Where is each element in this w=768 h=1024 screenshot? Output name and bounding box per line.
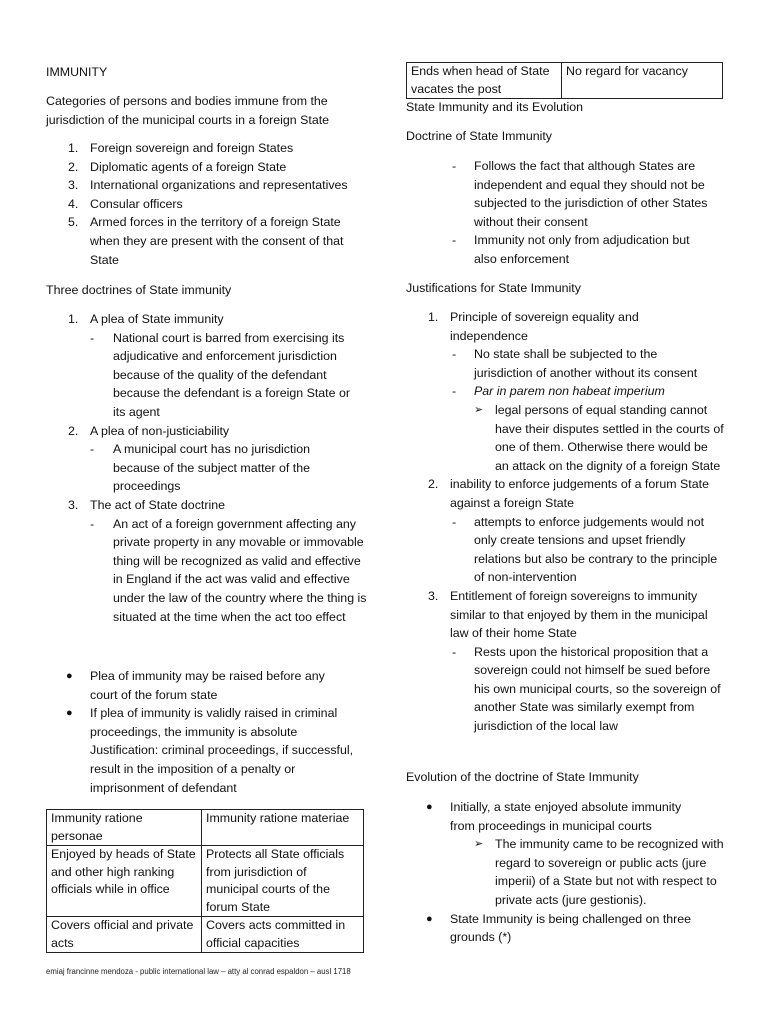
sub-item	[452, 231, 704, 268]
list-number: 1.	[68, 141, 79, 155]
list-item-text: International organizations and representatives	[90, 178, 348, 193]
list-item	[68, 195, 368, 214]
list-item-text: Armed forces in the territory of a foreign State when they are present with the consent of that State	[90, 215, 344, 267]
sub-item-text: National court is barred from exercising its adjudicative and enforcement jurisdiction because of the quality of the defendant because the defendant is a foreign State or its agent	[113, 330, 350, 419]
table-cell: Immunity ratione personae	[47, 810, 202, 846]
dash-marker: -	[452, 233, 457, 248]
bullet-text: Plea of immunity may be raised before any court of the forum state	[90, 669, 325, 702]
table-cell: Immunity ratione materiae	[202, 810, 364, 846]
sub-item-text: Immunity not only from adjudication but also enforcement	[474, 233, 690, 266]
immunity-table-continued	[406, 62, 723, 99]
list-item	[68, 310, 368, 329]
list-item-text: Diplomatic agents of a foreign State	[90, 159, 287, 174]
arrow-icon: ➢	[474, 838, 484, 851]
list-item	[68, 176, 368, 195]
dash-marker: -	[452, 347, 457, 362]
list-number: 2.	[428, 477, 439, 492]
bullet-marker: ●	[426, 912, 433, 925]
sub-item-text: The immunity came to be recognized with regard to sovereign or public acts (jure imperii) of a State but not with respect to private acts (jure gestionis).	[495, 837, 724, 907]
list-item-text: Consular officers	[90, 196, 183, 211]
section-heading: State Immunity and its Evolution	[406, 100, 583, 114]
sub-item	[428, 382, 728, 401]
bullet-list	[66, 667, 366, 797]
bullet-marker: ●	[66, 707, 73, 720]
list-item-text: Foreign sovereign and foreign States	[90, 141, 294, 155]
list-number: 4.	[68, 196, 79, 211]
sub-item	[428, 345, 714, 382]
list-item-text: Principle of sovereign equality and independence	[450, 310, 639, 343]
section-heading: Doctrine of State Immunity	[406, 129, 552, 143]
table-row	[47, 917, 364, 953]
sub-item-text: Rests upon the historical proposition that a sovereign could not himself be sued before his own municipal courts, so the sovereign of another State was similarly exempt from jurisdiction of the local law	[474, 644, 721, 734]
doctrines-heading: Three doctrines of State immunity	[46, 283, 232, 297]
bullet-text: If plea of immunity is validly raised in criminal proceedings, the immunity is absolute Justification: criminal proceedings, if successful, result in the imposition of a penalty or imprisonment of defendant	[90, 706, 354, 795]
list-number: 2.	[68, 423, 79, 438]
list-item-text: A plea of non-justiciability	[90, 423, 230, 438]
list-number: 5.	[68, 215, 79, 230]
categories-list	[68, 139, 368, 269]
sub-item-text: attempts to enforce judgements would not only create tensions and upset friendly relations but also be contrary to the principle of non-intervention	[474, 514, 718, 585]
list-item	[428, 475, 728, 512]
intro-paragraph: Categories of persons and bodies immune from the jurisdiction of the municipal courts in a foreign State	[46, 94, 330, 127]
sub-item-text: A municipal court has no jurisdiction because of the subject matter of the proceedings	[113, 442, 310, 494]
list-item	[68, 158, 368, 177]
bullet-item	[66, 667, 340, 704]
page-title: IMMUNITY	[46, 65, 108, 79]
sub-item-text: legal persons of equal standing cannot have their disputes settled in the courts of one of them. Otherwise there would be an attack on the dignity of a foreign State	[495, 402, 724, 473]
table-cell: Covers official and private acts	[47, 917, 202, 953]
table-cell: No regard for vacancy	[562, 63, 723, 99]
bullet-item	[426, 910, 710, 947]
sub-item	[68, 329, 363, 422]
list-number: 3.	[68, 497, 79, 512]
list-item	[428, 308, 665, 345]
section-heading: Justifications for State Immunity	[406, 281, 581, 295]
list-item	[428, 587, 728, 643]
sub-item	[426, 835, 730, 909]
list-number: 1.	[68, 312, 79, 326]
dash-marker: -	[452, 159, 457, 173]
dash-marker: -	[90, 442, 95, 457]
table-row	[47, 846, 364, 917]
arrow-icon: ➢	[474, 403, 484, 416]
list-item	[68, 496, 368, 515]
sub-item	[428, 643, 724, 736]
list-item-text: Entitlement of foreign sovereigns to immunity similar to that enjoyed by them in the municipal law of their home State	[450, 588, 708, 641]
evolution-list	[426, 798, 726, 947]
list-item	[68, 139, 368, 158]
bullet-item	[66, 704, 362, 797]
sub-sub-item	[428, 401, 725, 475]
section-heading: Evolution of the doctrine of State Immunity	[406, 770, 639, 784]
list-item	[68, 213, 360, 269]
table-cell: Enjoyed by heads of State and other high ranking officials while in office	[47, 846, 202, 917]
bullet-item	[426, 798, 695, 835]
list-number: 3.	[428, 588, 439, 603]
sub-item-text: An act of a foreign government affecting any private property in any movable or immovable thing will be recognized as valid and effective in England if the act was valid and effective under the law of the country where the thing is situated at the time when the act too effect	[113, 516, 367, 624]
page-footer: emiaj francinne mendoza - public international law – atty al conrad espaldon – ausl 1718	[46, 967, 351, 976]
list-item	[68, 422, 368, 441]
dash-marker: -	[452, 514, 457, 529]
sub-item-text: Follows the fact that although States are independent and equal they should not be subjected to the jurisdiction of other States without their consent	[474, 159, 708, 229]
sub-item	[428, 513, 724, 587]
list-item-text: inability to enforce judgements of a forum State against a foreign State	[450, 477, 709, 510]
doctrines-list	[68, 310, 368, 626]
dash-marker: -	[452, 384, 457, 399]
list-item-text: The act of State doctrine	[90, 497, 225, 512]
dash-marker: -	[90, 516, 95, 531]
table-cell: Covers acts committed in official capacities	[202, 917, 364, 953]
list-number: 2.	[68, 159, 79, 174]
doctrine-points	[452, 157, 722, 269]
table-cell: Ends when head of State vacates the post	[407, 63, 562, 99]
table-row	[407, 63, 723, 99]
justifications-list	[428, 308, 728, 736]
sub-item	[452, 157, 722, 231]
list-item-text: A plea of State immunity	[90, 312, 224, 326]
table-cell: Protects all State officials from jurisdiction of municipal courts of the forum State	[202, 846, 364, 917]
dash-marker: -	[452, 644, 457, 659]
list-number: 3.	[68, 178, 79, 193]
sub-item-text: Par in parem non habeat imperium	[474, 384, 665, 399]
sub-item-text: No state shall be subjected to the jurisdiction of another without its consent	[474, 347, 698, 380]
bullet-text: State Immunity is being challenged on three grounds (*)	[450, 911, 692, 945]
table-row	[47, 810, 364, 846]
bullet-text: Initially, a state enjoyed absolute immunity from proceedings in municipal courts	[450, 800, 682, 833]
sub-item	[68, 440, 338, 496]
list-number: 1.	[428, 310, 439, 324]
dash-marker: -	[90, 330, 95, 345]
bullet-marker: ●	[66, 670, 73, 682]
bullet-marker: ●	[426, 801, 433, 813]
sub-item	[68, 515, 371, 627]
immunity-table	[46, 809, 364, 953]
